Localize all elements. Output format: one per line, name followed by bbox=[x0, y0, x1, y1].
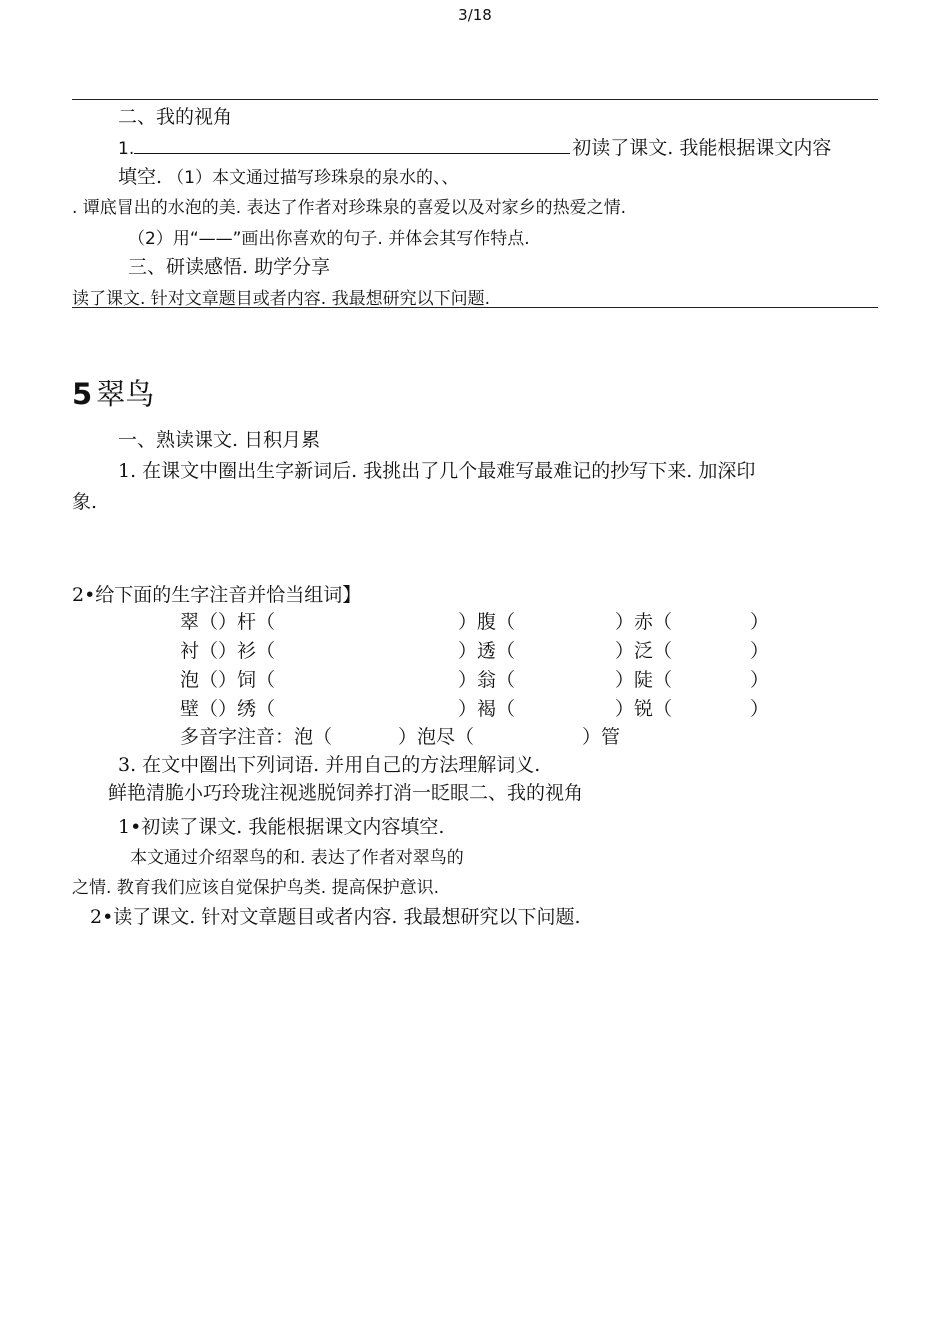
top-divider bbox=[72, 99, 878, 100]
grid-cell: ）赤（ bbox=[615, 611, 673, 633]
grid-cell: 翠（）杆（ bbox=[180, 611, 276, 633]
grid-cell: 衬（）衫（ bbox=[180, 640, 276, 662]
grid-cell: ）陡（ bbox=[615, 669, 673, 691]
research-prompt: 读了课文. 针对文章题目或者内容. 我最想研究以下问题. bbox=[72, 289, 491, 309]
grid-cell: ）透（ bbox=[458, 640, 516, 662]
section-heading-view: 二、我的视角 bbox=[118, 106, 233, 128]
answer-blank[interactable] bbox=[134, 137, 570, 154]
polyphone-part: ）泡尽（ bbox=[398, 726, 475, 748]
item-3: 3. 在文中圈出下列词语. 并用自己的方法理解词义. bbox=[118, 754, 541, 776]
section-heading-read: 一、熟读课文. 日积月累 bbox=[118, 429, 321, 451]
item-1-continued: 象. bbox=[72, 491, 98, 513]
question-1-line3: . 谭底冒出的水泡的美. 表达了作者对珍珠泉的喜爱以及对家乡的热爱之情. bbox=[72, 198, 627, 218]
question-2: （2）用“——”画出你喜欢的句子. 并体会其写作特点. bbox=[128, 229, 530, 249]
grid-cell: ） bbox=[750, 640, 770, 662]
grid-cell: 泡（）饲（ bbox=[180, 669, 276, 691]
item-1: 1. 在课文中圈出生字新词后. 我挑出了几个最难写最难记的抄写下来. 加深印 bbox=[118, 460, 756, 482]
grid-cell: ）锐（ bbox=[615, 698, 673, 720]
question-1-continued bbox=[118, 162, 458, 189]
polyphone-part: ）管 bbox=[582, 726, 621, 748]
lesson-name: 翠鸟 bbox=[96, 377, 155, 411]
grid-cell: ） bbox=[750, 698, 770, 720]
grid-cell: ）腹（ bbox=[458, 611, 516, 633]
vocabulary-words: 鲜艳清脆小巧玲珑注视逃脱饲养打消一眨眼二、我的视角 bbox=[108, 782, 584, 804]
grid-cell: ） bbox=[750, 611, 770, 633]
view-item-1-fill: 本文通过介绍翠鸟的和. 表达了作者对翠鸟的 bbox=[130, 848, 464, 868]
view-item-1-fill-cont: 之情. 教育我们应该自觉保护鸟类. 提高保护意识. bbox=[72, 878, 440, 898]
grid-cell: ）翁（ bbox=[458, 669, 516, 691]
view-item-2: 2•读了课文. 针对文章题目或者内容. 我最想研究以下问题. bbox=[90, 906, 581, 928]
item-2: 2•给下面的生字注音并恰当组词】 bbox=[72, 584, 362, 606]
question-1-text: 初读了课文. 我能根据课文内容 bbox=[572, 137, 832, 159]
bottom-divider bbox=[72, 307, 878, 308]
lesson-number: 5 bbox=[72, 377, 93, 411]
grid-cell: 壁（）绣（ bbox=[180, 698, 276, 720]
question-1 bbox=[118, 133, 831, 160]
question-1-number: 1. bbox=[118, 139, 135, 159]
grid-cell: ） bbox=[750, 669, 770, 691]
fill-text: （1）本文通过描写珍珠泉的泉水的、、 bbox=[167, 168, 459, 188]
lesson-title bbox=[72, 372, 154, 413]
polyphone-label: 多音字注音：泡（ bbox=[180, 726, 333, 748]
section-heading-research: 三、研读感悟. 助学分享 bbox=[128, 256, 331, 278]
grid-cell: ）褐（ bbox=[458, 698, 516, 720]
fill-label: 填空. bbox=[118, 166, 163, 188]
page-number: 3/18 bbox=[458, 6, 492, 24]
grid-cell: ）泛（ bbox=[615, 640, 673, 662]
view-item-1: 1•初读了课文. 我能根据课文内容填空. bbox=[118, 816, 445, 838]
